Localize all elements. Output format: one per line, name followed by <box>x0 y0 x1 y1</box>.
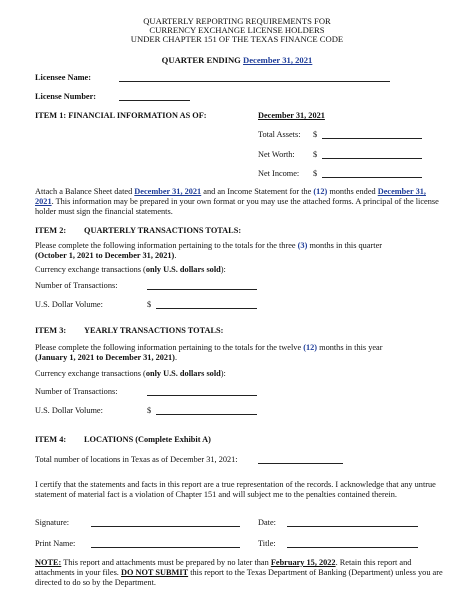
licensee-name-field[interactable] <box>119 81 390 82</box>
net-worth-label: Net Worth: <box>258 150 295 159</box>
item3-num-transactions-field[interactable] <box>147 395 257 396</box>
license-number-label: License Number: <box>35 92 97 101</box>
net-income-currency: $ <box>313 169 318 178</box>
form-header-line-2: CURRENCY EXCHANGE LICENSE HOLDERS <box>149 25 325 35</box>
item1-title: ITEM 1: FINANCIAL INFORMATION AS OF: <box>35 111 207 120</box>
note-do-not-submit: DO NOT SUBMIT <box>120 568 189 577</box>
total-assets-label: Total Assets: <box>258 130 301 139</box>
net-worth-currency: $ <box>313 150 318 159</box>
item2-num-transactions-field[interactable] <box>147 289 257 290</box>
balance-sheet-date: December 31, 2021 <box>134 187 202 196</box>
note-deadline: February 15, 2022 <box>270 558 336 567</box>
quarter-ending-label: QUARTER ENDING <box>161 55 241 65</box>
item3-volume-field[interactable] <box>156 414 257 415</box>
total-assets-currency: $ <box>313 130 318 139</box>
print-name-label: Print Name: <box>35 539 76 548</box>
date-label: Date: <box>258 518 276 527</box>
note-label: NOTE: <box>35 558 62 567</box>
item3-title: YEARLY TRANSACTIONS TOTALS: <box>84 326 224 335</box>
signature-field[interactable] <box>91 526 240 527</box>
license-number-field[interactable] <box>119 100 190 101</box>
form-header-line-1: QUARTERLY REPORTING REQUIREMENTS FOR <box>143 16 331 26</box>
item3-num-transactions-label: Number of Transactions: <box>35 387 118 396</box>
item2-volume-label: U.S. Dollar Volume: <box>35 300 103 309</box>
item2-number: ITEM 2: <box>35 226 67 235</box>
print-name-field[interactable] <box>91 547 240 548</box>
item3-currency-note: Currency exchange transactions (only U.S. dollars sold): <box>35 369 226 378</box>
item4-title: LOCATIONS (Complete Exhibit A) <box>84 435 211 444</box>
licensee-name-label: Licensee Name: <box>35 73 91 82</box>
date-field[interactable] <box>287 526 418 527</box>
form-header-line-3: UNDER CHAPTER 151 OF THE TEXAS FINANCE CODE <box>130 34 344 44</box>
item1-instructions: Attach a Balance Sheet dated December 31, 2021 and an Income Statement for the (12) months ended December 31, 2021. This information may be prepared in your own format or you may use the attached forms. A principal of the license holder must sign the financial statements. <box>35 187 439 216</box>
item2-currency-note: Currency exchange transactions (only U.S. dollars sold): <box>35 265 226 274</box>
item2-num-transactions-label: Number of Transactions: <box>35 281 118 290</box>
note-paragraph: NOTE: This report and attachments must be prepared by no later than February 15, 2022. Retain this report and attachments in your files. DO NOT SUBMIT this report to the Texas Department of Banking (Department) unless you are directed to do so by the Department. <box>35 558 443 587</box>
quarter-ending <box>0 55 474 65</box>
item3-number: ITEM 3: <box>35 326 67 335</box>
item4-number: ITEM 4: <box>35 435 67 444</box>
title-field[interactable] <box>287 547 418 548</box>
quarter-ending-date: December 31, 2021 <box>243 55 313 65</box>
net-income-field[interactable] <box>322 177 422 178</box>
signature-label: Signature: <box>35 518 70 527</box>
income-statement-date: December 31, <box>377 187 426 196</box>
locations-label: Total number of locations in Texas as of December 31, 2021: <box>35 455 238 464</box>
locations-field[interactable] <box>258 463 343 464</box>
item2-volume-field[interactable] <box>156 308 257 309</box>
item2-title: QUARTERLY TRANSACTIONS TOTALS: <box>84 226 242 235</box>
item3-instructions: Please complete the following information pertaining to the totals for the twelve (12) months in this year (January 1, 2021 to December 31, 2021). <box>35 343 383 362</box>
net-worth-field[interactable] <box>322 158 422 159</box>
title-label: Title: <box>258 539 276 548</box>
item2-instructions: Please complete the following information pertaining to the totals for the three (3) months in this quarter (October 1, 2021 to December 31, 2021). <box>35 241 383 260</box>
certification-statement: I certify that the statements and facts in this report are a true representation of the records. I acknowledge that any untrue statement of material fact is a violation of Chapter 151 and will subject me to the penalties contained therein. <box>35 480 436 499</box>
item3-volume-label: U.S. Dollar Volume: <box>35 406 103 415</box>
total-assets-field[interactable] <box>322 138 422 139</box>
item3-volume-currency: $ <box>147 406 152 415</box>
item1-date: December 31, 2021 <box>258 111 325 120</box>
net-income-label: Net Income: <box>258 169 300 178</box>
item2-volume-currency: $ <box>147 300 152 309</box>
